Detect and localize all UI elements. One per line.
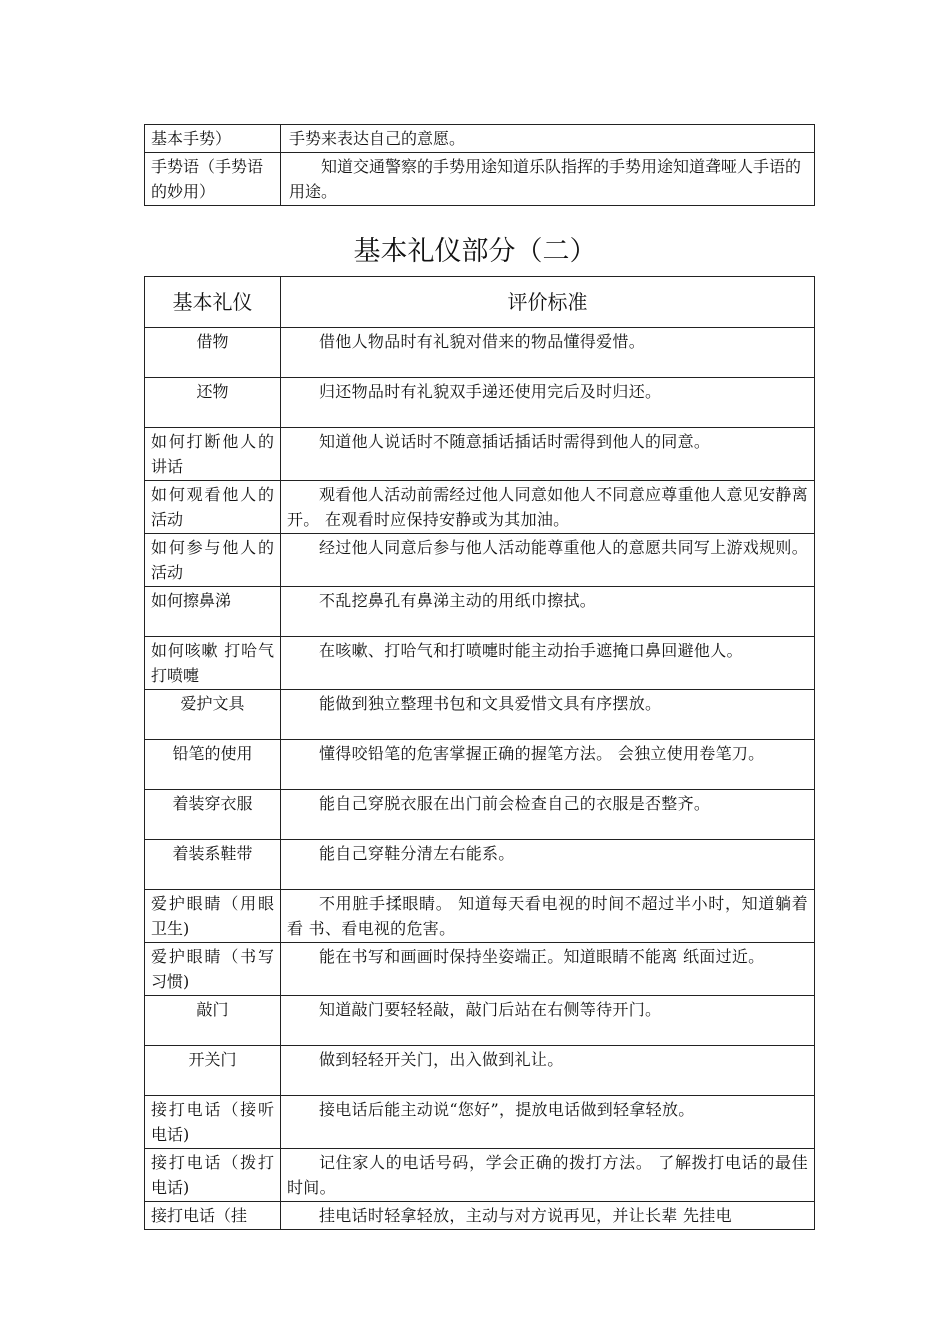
table-row xyxy=(145,587,815,637)
criteria-cell: 记住家人的电话号码，学会正确的拨打方法。 了解拨打电话的最佳时间。 xyxy=(281,1149,815,1202)
criteria-cell: 能自己穿脱衣服在出门前会检查自己的衣服是否整齐。 xyxy=(281,790,815,840)
item-cell: 如何打断他人的讲话 xyxy=(145,428,281,481)
criteria-cell: 知道敲门要轻轻敲，敲门后站在右侧等待开门。 xyxy=(281,996,815,1046)
table-row xyxy=(145,996,815,1046)
criteria-cell: 能做到独立整理书包和文具爱惜文具有序摆放。 xyxy=(281,690,815,740)
item-cell: 如何擦鼻涕 xyxy=(145,587,281,637)
table-row xyxy=(145,378,815,428)
criteria-cell: 手势来表达自己的意愿。 xyxy=(281,125,815,153)
table-row xyxy=(145,690,815,740)
section-title: 基本礼仪部分（二） xyxy=(353,236,597,267)
criteria-cell: 不乱挖鼻孔有鼻涕主动的用纸巾擦拭。 xyxy=(281,587,815,637)
criteria-cell: 懂得咬铅笔的危害掌握正确的握笔方法。 会独立使用卷笔刀。 xyxy=(281,740,815,790)
item-cell: 如何咳嗽 打哈气 打喷嚏 xyxy=(145,637,281,690)
table-row xyxy=(145,790,815,840)
item-cell: 爱护文具 xyxy=(145,690,281,740)
table-row xyxy=(145,1149,815,1202)
table-row xyxy=(145,153,815,206)
criteria-cell: 做到轻轻开关门，出入做到礼让。 xyxy=(281,1046,815,1096)
table-row xyxy=(145,840,815,890)
table-row xyxy=(145,534,815,587)
item-cell: 接打电话（挂 xyxy=(145,1202,281,1230)
criteria-cell: 能在书写和画画时保持坐姿端正。知道眼睛不能离 纸面过近。 xyxy=(281,943,815,996)
criteria-cell: 在咳嗽、打哈气和打喷嚏时能主动抬手遮掩口鼻回避他人。 xyxy=(281,637,815,690)
item-cell: 爱护眼睛（书写习惯) xyxy=(145,943,281,996)
criteria-cell: 观看他人活动前需经过他人同意如他人不同意应尊重他人意见安静离开。 在观看时应保持安静或为其加油。 xyxy=(281,481,815,534)
table-row xyxy=(145,740,815,790)
item-cell: 爱护眼睛（用眼卫生) xyxy=(145,890,281,943)
header-item: 基本礼仪 xyxy=(145,277,281,328)
criteria-cell: 借他人物品时有礼貌对借来的物品懂得爱惜。 xyxy=(281,328,815,378)
criteria-cell: 归还物品时有礼貌双手递还使用完后及时归还。 xyxy=(281,378,815,428)
item-cell: 借物 xyxy=(145,328,281,378)
item-cell: 手势语（手势语的妙用） xyxy=(145,153,281,206)
item-cell: 如何参与他人的活动 xyxy=(145,534,281,587)
item-cell: 基本手势） xyxy=(145,125,281,153)
table-row xyxy=(145,890,815,943)
table-row xyxy=(145,943,815,996)
item-cell: 如何观看他人的活动 xyxy=(145,481,281,534)
criteria-cell: 知道交通警察的手势用途知道乐队指挥的手势用途知道聋哑人手语的用途。 xyxy=(281,153,815,206)
table-row xyxy=(145,125,815,153)
item-cell: 敲门 xyxy=(145,996,281,1046)
criteria-cell: 挂电话时轻拿轻放，主动与对方说再见，并让长辈 先挂电 xyxy=(281,1202,815,1230)
criteria-cell: 接电话后能主动说“您好”，提放电话做到轻拿轻放。 xyxy=(281,1096,815,1149)
item-cell: 还物 xyxy=(145,378,281,428)
item-cell: 开关门 xyxy=(145,1046,281,1096)
top-table xyxy=(144,124,815,206)
item-cell: 接打电话（接听电话) xyxy=(145,1096,281,1149)
item-cell: 接打电话（拨打电话) xyxy=(145,1149,281,1202)
table-row xyxy=(145,328,815,378)
table-row xyxy=(145,1096,815,1149)
header-criteria: 评价标准 xyxy=(281,277,815,328)
table-row xyxy=(145,1046,815,1096)
criteria-cell: 经过他人同意后参与他人活动能尊重他人的意愿共同写上游戏规则。 xyxy=(281,534,815,587)
table-header-row xyxy=(145,277,815,328)
table-row xyxy=(145,481,815,534)
item-cell: 着装系鞋带 xyxy=(145,840,281,890)
table-row xyxy=(145,1202,815,1230)
table-row xyxy=(145,428,815,481)
etiquette-table xyxy=(144,276,815,1230)
item-cell: 铅笔的使用 xyxy=(145,740,281,790)
criteria-cell: 能自己穿鞋分清左右能系。 xyxy=(281,840,815,890)
criteria-cell: 知道他人说话时不随意插话插话时需得到他人的同意。 xyxy=(281,428,815,481)
table-row xyxy=(145,637,815,690)
criteria-cell: 不用脏手揉眼睛。 知道每天看电视的时间不超过半小时，知道躺着看 书、看电视的危害。 xyxy=(281,890,815,943)
item-cell: 着装穿衣服 xyxy=(145,790,281,840)
